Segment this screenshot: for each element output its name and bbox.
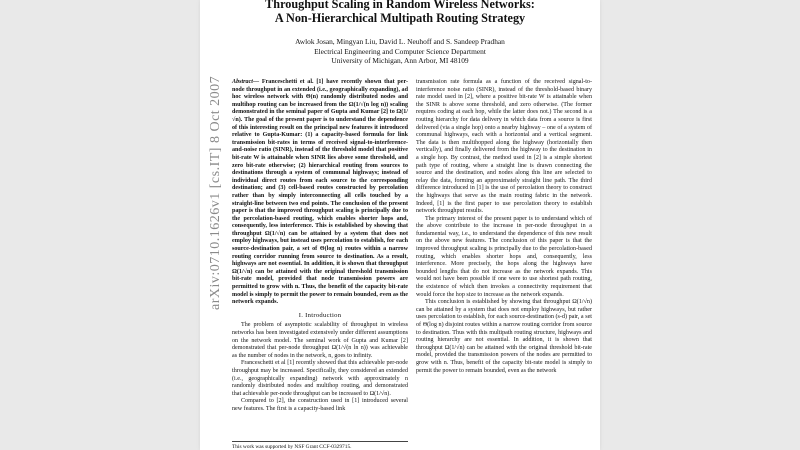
- abstract: [232, 79, 408, 307]
- intro-paragraph-2: Franceschetti et al [1] recently showed that this achievable per-node throughput may be increased. Specifically, they considered an extended (i.e., geographically expanding) network with approximately n randomly distributed nodes and multihop routing, and demonstrated that achievable per-node throughput can be increased to Ω(1/√n).: [232, 360, 408, 397]
- right-paragraph-1: transmission rate formula as a function of the received signal-to-interference noise ratio (SINR), instead of the threshold-based binary rate model used in [2], where a positive bit-rate W is attainable when the SINR is above some threshold, and zero otherwise. (The former requires coding at each hop, while the latter does not.) The second is a routing hierarchy for data delivery in which data from a source is first delivered (via a single hop) onto a nearby highway – one of a system of communal highways, each with a horizontal and a vertical segment. The data is then multihopped along the highway (horizontally then vertically), and finally delivered from the highway to the destination in a single hop. By contrast, the method used in [2] is a simple shortest path type of routing, where a straight line is drawn connecting the source and the destination, and nodes along this line are selected to relay the data, forming an approximately straight line path. The third difference introduced in [1] is the use of percolation theory to construct the highways that serve as the main routing fabric in the network. Indeed, [1] is the first paper to use percolation theory to establish network throughput results.: [416, 79, 592, 215]
- right-paragraph-3: This conclusion is established by showing that throughput Ω(1/√n) can be attained by a system that does not employ highways, but rather uses percolation to establish, for each source-destination (s-d) pair, a set of Θ(log n) disjoint routes within a narrow routing corridor from source to destination. Thus with this multipath routing structure, highways and routing hierarchy are not essential. In addition, it is shown that throughput Ω(1/√n) can be attained with the original threshold bit-rate model, provided the transmission powers of the nodes are permitted to grow with n. Thus, benefit of the capacity bit-rate model is simply to permit the power to remain bounded, even as the network: [416, 299, 592, 374]
- right-column: [416, 79, 592, 375]
- paper-title: [215, 0, 585, 25]
- abstract-text: Franceschetti et al. [1] have recently shown that per-node throughput in an extended (i.e., geographically expanding), ad hoc wireless network with Θ(n) randomly distributed nodes and multihop routing can be increased from the Ω(1/√(n log n)) scaling demonstrated in the seminal paper of Gupta and Kumar [2] to Ω(1/√n). The goal of the present paper is to understand the dependence of this interesting result on the principal new features it introduced relative to Gupta-Kumar: (1) a capacity-based formula for link transmission bit-rates in terms of received signal-to-interference-and-noise ratio (SINR), instead of the threshold model that positive bit-rate W is attainable when SINR lies above some threshold, and zero bit-rate otherwise; (2) hierarchical routing from sources to destinations through a system of communal highways; instead of individual direct routes from each source to the corresponding destination; and (3) cell-based routes constructed by percolation rather than by simply interconnecting all cells touched by a straight-line between two end points. The conclusion of the present paper is that the improved throughput scaling is principally due to the percolation-based routing, which enables shorter hops and, consequently, less interference. This is established by showing that throughput Ω(1/√n) can be attained by a system that does not employ highways, but instead uses percolation to establish, for each source-destination pair, a set of Θ(log n) routes within a narrow routing corridor running from source to destination. As a result, highways are not essential. In addition, it is shown that throughput Ω(1/√n) can be attained with the original threshold transmission bit-rate model, provided that node transmission powers are permitted to grow with n. Thus, the benefit of the capacity bit-rate model is simply to permit the power to remain bounded, even as the network expands.: [232, 79, 408, 306]
- section-heading: I. Introduction: [298, 311, 342, 319]
- arxiv-identifier: arXiv:0710.1626v1 [cs.IT] 8 Oct 2007: [208, 75, 223, 310]
- department: Electrical Engineering and Computer Science Department: [314, 46, 486, 56]
- author-names: Awlok Josan, Mingyan Liu, David L. Neuhoff and S. Sandeep Pradhan: [295, 37, 505, 46]
- footnote: This work was supported by NSF Grant CCF-0329715.: [232, 441, 408, 450]
- left-column: [232, 79, 408, 414]
- author-block: [215, 37, 585, 66]
- intro-paragraph-1: The problem of asymptotic scalability of throughput in wireless networks has been investigated extensively under different assumptions on the network model. The seminal work of Gupta and Kumar [2] demonstrated that per-node throughput Ω(1/√(n ln n)) was achievable as the number of nodes in the network, n, goes to infinity.: [232, 322, 408, 359]
- right-paragraph-2: The primary interest of the present paper is to understand which of the above contribute to the increase in per-node throughput in a fundamental way, i.e., to understand the dependence of this new result on the above new features. The conclusion of this paper is that the improved throughput scaling is principally due to the percolation-based routing, which enables shorter hops and, consequently, less interference. More precisely, the hops along the highways have bounded lengths that do not increase as the network expands. This would not have been possible if one were to use shortest path routing, the existence of which then invokes a connectivity requirement that would force the hop size to increase as the network expands.: [416, 215, 592, 298]
- university: University of Michigan, Ann Arbor, MI 48109: [331, 56, 469, 66]
- intro-paragraph-3: Compared to [2], the construction used in [1] introduced several new features. The first is a capacity-based link: [232, 398, 408, 412]
- title-line-1: Throughput Scaling in Random Wireless Networks:: [265, 0, 535, 11]
- abstract-lead: Abstract—: [232, 79, 260, 85]
- title-line-2: A Non-Hierarchical Multipath Routing Strategy: [274, 11, 526, 25]
